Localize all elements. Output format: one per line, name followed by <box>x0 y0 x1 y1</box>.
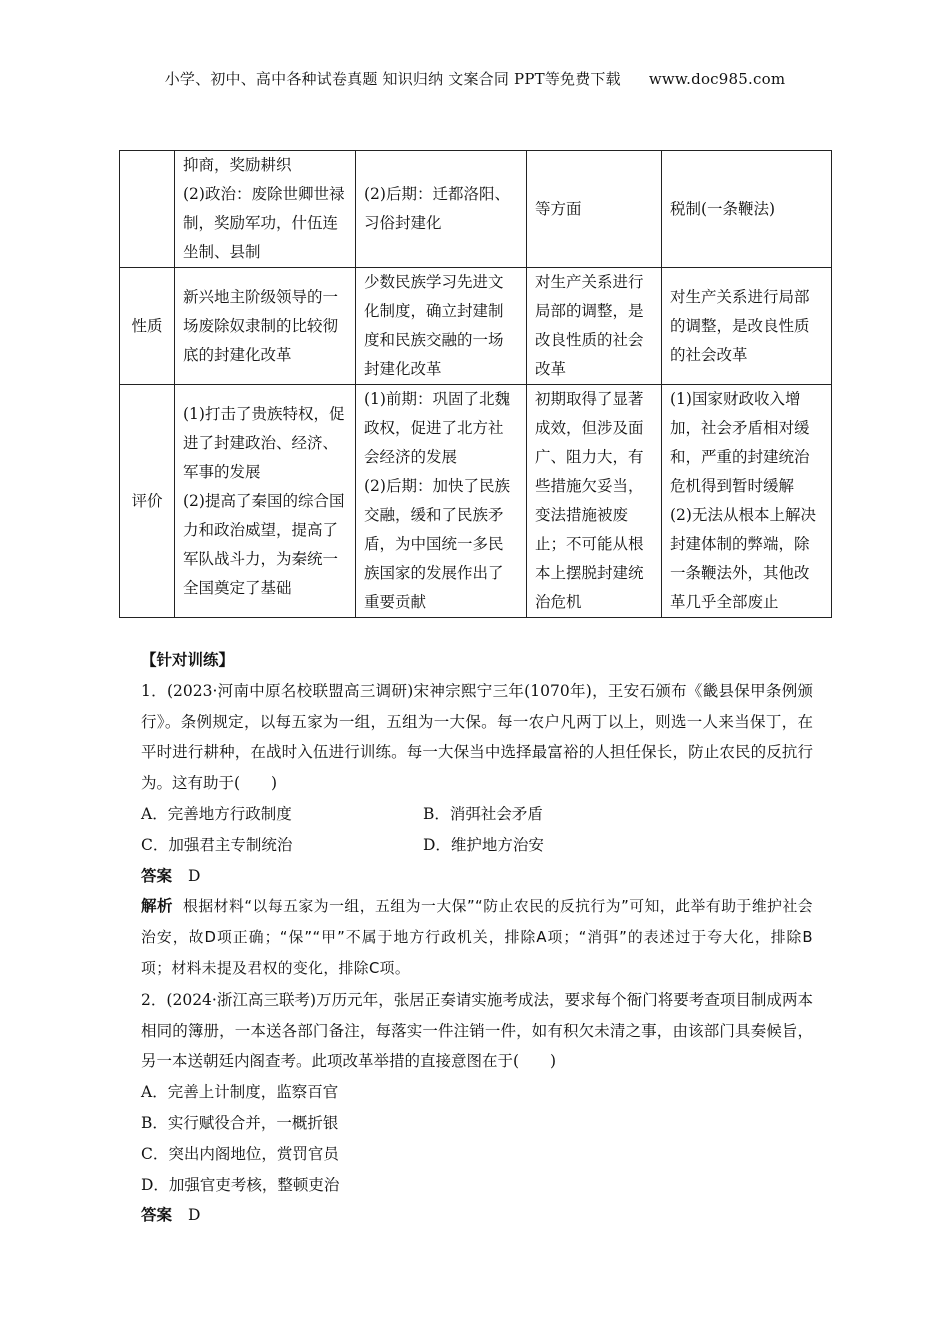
answer-value: D <box>188 866 201 885</box>
question-1-answer <box>141 861 813 892</box>
answer-label: 答案 <box>141 865 173 885</box>
option-d: D．维护地方治安 <box>423 835 544 854</box>
table-cell <box>175 268 356 385</box>
cell-text: 新兴地主阶级领导的一场废除奴隶制的比较彻底的封建化改革 <box>183 287 339 364</box>
cell-text: 少数民族学习先进文化制度，确立封建制度和民族交融的一场封建化改革 <box>364 273 504 378</box>
table-cell <box>662 151 832 268</box>
cell-text: 初期取得了显著成效，但涉及面广、阻力大，有些措施欠妥当，变法措施被废止；不可能从根本上摆脱封建统治危机 <box>535 390 644 611</box>
cell-text: 税制(一条鞭法) <box>670 199 776 218</box>
question-1-explanation <box>141 891 813 984</box>
section-title: 【针对训练】 <box>141 650 235 669</box>
table-cell <box>527 268 662 385</box>
table-row <box>120 151 832 268</box>
option-a: A．完善地方行政制度 <box>141 804 292 823</box>
option-c: C．突出内阁地位，赏罚官员 <box>141 1144 339 1163</box>
table-cell <box>662 385 832 618</box>
table-cell <box>356 385 527 618</box>
table-cell <box>356 268 527 385</box>
cell-text: (2)后期：迁都洛阳、习俗封建化 <box>364 185 510 232</box>
table-cell <box>356 151 527 268</box>
exercise-section <box>141 645 813 1231</box>
cell-text: 抑商，奖励耕织 <box>183 156 292 174</box>
table-cell <box>175 151 356 268</box>
table-cell <box>527 151 662 268</box>
table-cell <box>662 268 832 385</box>
cell-text: (1)国家财政收入增加，社会矛盾相对缓和，严重的封建统治危机得到暂时缓解 <box>670 390 810 495</box>
answer-label: 答案 <box>141 1205 173 1225</box>
option-b: B．消弭社会矛盾 <box>423 804 543 823</box>
option-a: A．完善上计制度，监察百官 <box>141 1083 339 1102</box>
question-1-options-row <box>141 799 813 830</box>
row-head: 评价 <box>120 385 175 618</box>
table-cell <box>175 385 356 618</box>
cell-text: (2)无法从根本上解决封建体制的弊端，除一条鞭法外，其他改革几乎全部废止 <box>670 506 816 611</box>
question-2-answer <box>141 1200 813 1231</box>
table-row <box>120 385 832 618</box>
cell-text: (2)政治：废除世卿世禄制，奖励军功，什伍连坐制、县制 <box>183 185 345 261</box>
cell-text: (2)提高了秦国的综合国力和政治威望，提高了军队战斗力，为秦统一全国奠定了基础 <box>183 491 345 597</box>
cell-text: 等方面 <box>535 199 582 218</box>
row-head <box>120 151 175 268</box>
cell-text: (1)打击了贵族特权，促进了封建政治、经济、军事的发展 <box>183 404 345 481</box>
cell-text: 对生产关系进行局部的调整，是改良性质的社会改革 <box>670 287 810 364</box>
page-header <box>0 68 950 89</box>
explanation-text: 根据材料“以每五家为一组，五组为一大保”“防止农民的反抗行为”可知，此举有助于维护社会治安，故D项正确；“保”“甲”不属于地方行政机关，排除A项；“消弭”的表述过于夸大化，排除B项；材料未提及君权的变化，排除C项。 <box>141 898 813 977</box>
row-head: 性质 <box>120 268 175 385</box>
option-c: C．加强君主专制统治 <box>141 835 293 854</box>
question-1-stem: 1．(2023·河南中原名校联盟高三调研)宋神宗熙宁三年(1070年)，王安石颁布《畿县保甲条例颁行》。条例规定，以每五家为一组，五组为一大保。每一农户凡两丁以上，则选一人来当保丁，在平时进行耕种，在战时入伍进行训练。每一大保当中选择最富裕的人担任保长，防止农民的反抗行为。这有助于( ) <box>141 681 813 793</box>
cell-text: (1)前期：巩固了北魏政权，促进了北方社会经济的发展 <box>364 390 510 466</box>
table-row <box>120 268 832 385</box>
option-b: B．实行赋役合并，一概折银 <box>141 1113 339 1132</box>
question-1-options-row <box>141 830 813 861</box>
cell-text: (2)后期：加快了民族交融，缓和了民族矛盾，为中国统一多民族国家的发展作出了重要贡献 <box>364 477 510 611</box>
cell-text: 对生产关系进行局部的调整，是改良性质的社会改革 <box>535 273 644 378</box>
option-d: D．加强官吏考核，整顿吏治 <box>141 1175 340 1194</box>
question-2-stem: 2．(2024·浙江高三联考)万历元年，张居正奏请实施考成法，要求每个衙门将要考查项目制成两本相同的簿册，一本送各部门备注，每落实一件注销一件，如有积欠未清之事，由该部门具奏候旨，另一本送朝廷内阁查考。此项改革举措的直接意图在于( ) <box>141 990 813 1071</box>
comparison-table <box>119 150 832 618</box>
table-cell <box>527 385 662 618</box>
answer-value: D <box>188 1206 201 1225</box>
explanation-label: 解析 <box>141 896 174 916</box>
header-text: 小学、初中、高中各种试卷真题 知识归纳 文案合同 PPT等免费下载 <box>164 70 621 88</box>
header-url: www.doc985.com <box>648 70 786 88</box>
